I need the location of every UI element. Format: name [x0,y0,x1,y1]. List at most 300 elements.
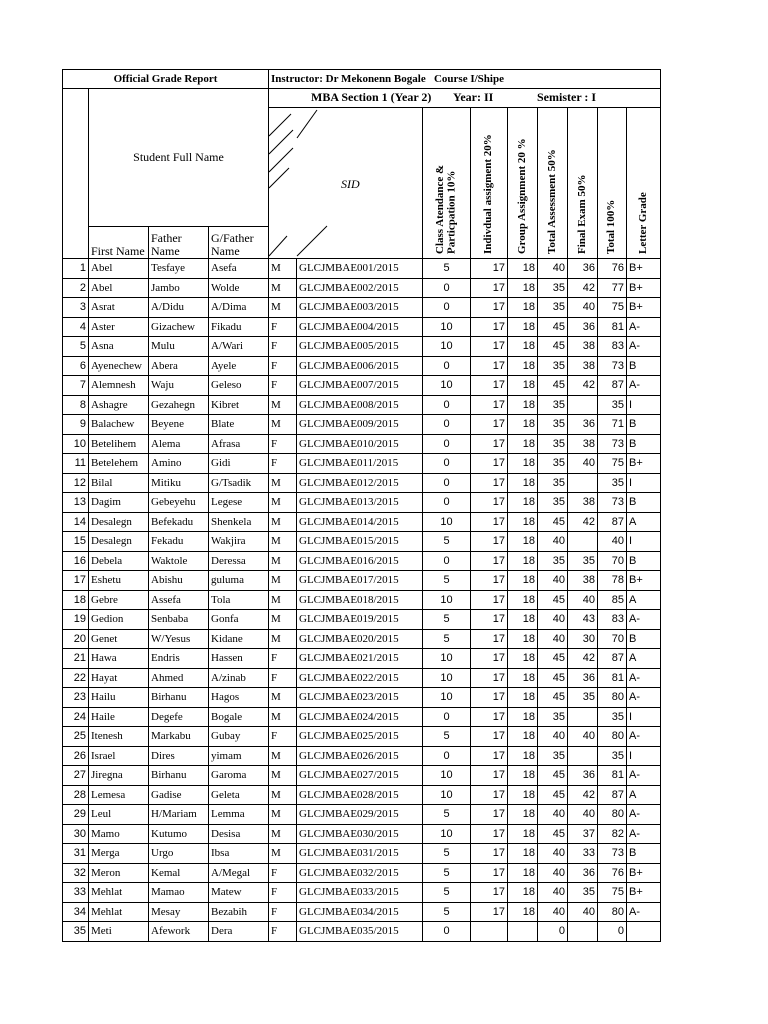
table-row [63,805,661,825]
total-assessment-cell: 45 [538,766,568,786]
total-cell: 82 [598,824,627,844]
total-cell: 81 [598,317,627,337]
first-name-cell: Abel [89,259,149,279]
gfather-name-cell: Deressa [209,551,269,571]
final-exam-header: Final Exam 50% [568,108,598,259]
gfather-name-cell: Shenkela [209,512,269,532]
total-cell: 87 [598,649,627,669]
attendance-cell: 10 [423,824,471,844]
father-name-cell: H/Mariam [149,805,209,825]
attendance-cell: 5 [423,883,471,903]
row-index: 19 [63,610,89,630]
row-index: 22 [63,668,89,688]
letter-grade-cell: A [627,512,661,532]
total-cell: 35 [598,746,627,766]
total-assessment-cell: 40 [538,727,568,747]
gfather-name-cell: G/Tsadik [209,473,269,493]
attendance-cell: 10 [423,376,471,396]
final-exam-cell: 40 [568,590,598,610]
student-id-cell: GLCJMBAE012/2015 [297,473,423,493]
attendance-cell: 5 [423,629,471,649]
group-cell: 18 [508,590,538,610]
final-exam-cell: 40 [568,298,598,318]
final-exam-cell: 40 [568,454,598,474]
letter-grade-cell: A [627,785,661,805]
letter-grade-cell: A- [627,902,661,922]
gfather-name-cell: Tola [209,590,269,610]
gfather-name-cell: yimam [209,746,269,766]
group-cell: 18 [508,863,538,883]
group-cell: 18 [508,649,538,669]
total-cell: 75 [598,298,627,318]
student-id-cell: GLCJMBAE008/2015 [297,395,423,415]
first-name-cell: Meti [89,922,149,942]
total-cell: 70 [598,551,627,571]
individual-cell: 17 [471,454,508,474]
student-id-cell: GLCJMBAE024/2015 [297,707,423,727]
sex-cell: M [269,473,297,493]
first-name-cell: Israel [89,746,149,766]
student-id-cell: GLCJMBAE017/2015 [297,571,423,591]
row-index: 26 [63,746,89,766]
father-name-cell: Gizachew [149,317,209,337]
table-row [63,766,661,786]
sex-cell: M [269,844,297,864]
first-name-cell: Abel [89,278,149,298]
letter-grade-cell: B [627,551,661,571]
total-cell: 80 [598,727,627,747]
total-cell: 75 [598,883,627,903]
gfather-name-cell: Lemma [209,805,269,825]
final-exam-cell [568,922,598,942]
row-index: 9 [63,415,89,435]
first-name-cell: Leul [89,805,149,825]
father-name-cell: A/Didu [149,298,209,318]
row-index: 24 [63,707,89,727]
table-row [63,278,661,298]
individual-cell: 17 [471,376,508,396]
group-cell: 18 [508,298,538,318]
father-name-cell: Mesay [149,902,209,922]
individual-cell: 17 [471,259,508,279]
final-exam-cell: 40 [568,727,598,747]
group-cell [508,922,538,942]
individual-cell: 17 [471,493,508,513]
letter-grade-cell: A- [627,317,661,337]
student-id-cell: GLCJMBAE003/2015 [297,298,423,318]
sex-cell: F [269,356,297,376]
gfather-name-cell: Desisa [209,824,269,844]
individual-cell: 17 [471,805,508,825]
gfather-name-cell: Hassen [209,649,269,669]
table-row [63,434,661,454]
student-id-cell: GLCJMBAE035/2015 [297,922,423,942]
attendance-cell: 0 [423,746,471,766]
father-name-cell: Tesfaye [149,259,209,279]
gfather-name-header: G/Father Name [209,226,269,258]
student-id-cell: GLCJMBAE023/2015 [297,688,423,708]
table-row [63,571,661,591]
individual-cell: 17 [471,824,508,844]
first-name-cell: Betelihem [89,434,149,454]
student-id-cell: GLCJMBAE005/2015 [297,337,423,357]
table-row [63,727,661,747]
table-row [63,317,661,337]
father-name-cell: Gadise [149,785,209,805]
individual-header: Indivdual assigment 20% [471,108,508,259]
father-name-cell: Markabu [149,727,209,747]
section-label: MBA Section 1 (Year 2) [311,90,432,105]
individual-cell: 17 [471,512,508,532]
total-cell: 83 [598,337,627,357]
first-name-cell: Bilal [89,473,149,493]
student-id-cell: GLCJMBAE011/2015 [297,454,423,474]
final-exam-cell: 35 [568,883,598,903]
row-index: 33 [63,883,89,903]
row-index: 20 [63,629,89,649]
attendance-cell: 0 [423,454,471,474]
individual-cell: 17 [471,883,508,903]
total-assessment-header: Total Assessment 50% [538,108,568,259]
sex-cell: M [269,746,297,766]
total-assessment-cell: 40 [538,571,568,591]
sex-cell: M [269,298,297,318]
total-cell: 76 [598,259,627,279]
letter-grade-cell: B [627,844,661,864]
letter-grade-cell: B+ [627,454,661,474]
final-exam-cell: 37 [568,824,598,844]
individual-cell: 17 [471,785,508,805]
table-row [63,395,661,415]
attendance-cell: 0 [423,298,471,318]
final-exam-cell [568,746,598,766]
first-name-cell: Betelehem [89,454,149,474]
letter-grade-cell: B+ [627,298,661,318]
total-cell: 81 [598,668,627,688]
letter-grade-cell: B [627,415,661,435]
row-index: 1 [63,259,89,279]
letter-grade-cell: I [627,473,661,493]
final-exam-cell: 36 [568,259,598,279]
first-name-cell: Hawa [89,649,149,669]
instructor-course-line [269,70,661,89]
final-exam-cell: 40 [568,902,598,922]
student-id-cell: GLCJMBAE013/2015 [297,493,423,513]
total-assessment-cell: 40 [538,863,568,883]
group-cell: 18 [508,512,538,532]
group-cell: 18 [508,278,538,298]
total-cell: 75 [598,454,627,474]
row-index: 3 [63,298,89,318]
attendance-cell: 5 [423,727,471,747]
gfather-name-cell: A/Dima [209,298,269,318]
letter-grade-cell: B+ [627,571,661,591]
student-id-cell: GLCJMBAE001/2015 [297,259,423,279]
letter-grade-cell: B+ [627,883,661,903]
gfather-name-cell: A/zinab [209,668,269,688]
table-row [63,668,661,688]
gfather-name-cell: Asefa [209,259,269,279]
group-cell: 18 [508,688,538,708]
total-assessment-cell: 45 [538,785,568,805]
individual-cell: 17 [471,844,508,864]
gfather-name-cell: Wolde [209,278,269,298]
father-name-cell: Waktole [149,551,209,571]
final-exam-cell: 43 [568,610,598,630]
row-index: 35 [63,922,89,942]
individual-cell: 17 [471,727,508,747]
row-index: 14 [63,512,89,532]
total-assessment-cell: 40 [538,259,568,279]
sex-cell: M [269,278,297,298]
individual-cell: 17 [471,337,508,357]
father-name-cell: W/Yesus [149,629,209,649]
group-cell: 18 [508,376,538,396]
group-cell: 18 [508,551,538,571]
gfather-name-cell: Ibsa [209,844,269,864]
sex-cell: M [269,590,297,610]
letter-grade-cell: A- [627,805,661,825]
sex-sid-diagonal-cell [269,108,423,259]
first-name-cell: Balachew [89,415,149,435]
sex-cell: M [269,551,297,571]
group-cell: 18 [508,727,538,747]
student-id-cell: GLCJMBAE026/2015 [297,746,423,766]
first-name-cell: Hailu [89,688,149,708]
table-row [63,454,661,474]
attendance-cell: 5 [423,844,471,864]
row-index: 30 [63,824,89,844]
first-name-cell: Meron [89,863,149,883]
total-cell: 70 [598,629,627,649]
total-cell: 78 [598,571,627,591]
report-title: Official Grade Report [63,70,269,89]
final-exam-cell [568,707,598,727]
sex-cell: F [269,922,297,942]
gfather-name-cell: Geleta [209,785,269,805]
gfather-name-cell: guluma [209,571,269,591]
gfather-name-cell: Afrasa [209,434,269,454]
final-exam-cell: 36 [568,766,598,786]
total-assessment-cell: 45 [538,512,568,532]
sex-cell: F [269,649,297,669]
final-exam-cell: 42 [568,785,598,805]
gfather-name-cell: Gidi [209,454,269,474]
student-id-cell: GLCJMBAE027/2015 [297,766,423,786]
table-row [63,883,661,903]
total-assessment-cell: 40 [538,532,568,552]
first-name-cell: Jiregna [89,766,149,786]
father-name-cell: Beyene [149,415,209,435]
attendance-cell: 0 [423,395,471,415]
total-cell: 87 [598,376,627,396]
row-index: 2 [63,278,89,298]
gfather-name-cell: Fikadu [209,317,269,337]
group-cell: 18 [508,844,538,864]
total-assessment-cell: 35 [538,356,568,376]
gfather-name-cell: Legese [209,493,269,513]
letter-grade-cell: A- [627,668,661,688]
total-assessment-cell: 45 [538,337,568,357]
sex-cell: M [269,532,297,552]
gfather-name-cell: Kidane [209,629,269,649]
father-name-cell: Assefa [149,590,209,610]
father-name-cell: Fekadu [149,532,209,552]
final-exam-cell: 38 [568,434,598,454]
student-id-cell: GLCJMBAE009/2015 [297,415,423,435]
student-id-cell: GLCJMBAE020/2015 [297,629,423,649]
section-line [269,89,661,108]
father-name-cell: Mulu [149,337,209,357]
first-name-header: First Name [89,226,149,258]
student-id-cell: GLCJMBAE025/2015 [297,727,423,747]
student-id-cell: GLCJMBAE004/2015 [297,317,423,337]
group-cell: 18 [508,415,538,435]
individual-cell: 17 [471,649,508,669]
table-row [63,746,661,766]
gfather-name-cell: A/Megal [209,863,269,883]
group-cell: 18 [508,434,538,454]
total-assessment-cell: 40 [538,610,568,630]
group-cell: 18 [508,259,538,279]
total-assessment-cell: 45 [538,668,568,688]
letter-grade-cell: B [627,356,661,376]
group-cell: 18 [508,883,538,903]
attendance-cell: 5 [423,571,471,591]
row-index: 18 [63,590,89,610]
letter-grade-header: Letter Grade [627,108,661,259]
group-cell: 18 [508,473,538,493]
first-name-cell: Asna [89,337,149,357]
father-name-cell: Birhanu [149,688,209,708]
attendance-cell: 10 [423,785,471,805]
individual-cell: 17 [471,317,508,337]
father-name-cell: Gebeyehu [149,493,209,513]
table-row [63,415,661,435]
table-row [63,629,661,649]
row-index: 32 [63,863,89,883]
sex-cell: F [269,454,297,474]
row-index: 4 [63,317,89,337]
attendance-cell: 5 [423,863,471,883]
father-name-cell: Senbaba [149,610,209,630]
attendance-cell: 10 [423,590,471,610]
letter-grade-cell: B [627,434,661,454]
father-name-cell: Amino [149,454,209,474]
group-cell: 18 [508,454,538,474]
total-assessment-cell: 35 [538,454,568,474]
table-row [63,707,661,727]
row-index: 34 [63,902,89,922]
student-id-cell: GLCJMBAE031/2015 [297,844,423,864]
total-assessment-cell: 45 [538,317,568,337]
total-assessment-cell: 40 [538,883,568,903]
father-name-cell: Befekadu [149,512,209,532]
gfather-name-cell: Ayele [209,356,269,376]
sid-header: SID [341,177,360,191]
individual-cell: 17 [471,668,508,688]
total-cell: 35 [598,395,627,415]
index-header-cell [63,89,89,259]
final-exam-cell: 35 [568,688,598,708]
total-cell: 71 [598,415,627,435]
attendance-cell: 10 [423,688,471,708]
student-id-cell: GLCJMBAE034/2015 [297,902,423,922]
individual-cell: 17 [471,629,508,649]
individual-cell: 17 [471,278,508,298]
total-cell: 80 [598,688,627,708]
attendance-cell: 10 [423,766,471,786]
attendance-cell: 0 [423,551,471,571]
father-name-cell: Birhanu [149,766,209,786]
group-cell: 18 [508,317,538,337]
attendance-cell: 0 [423,356,471,376]
table-row [63,688,661,708]
sex-cell: M [269,707,297,727]
total-assessment-cell: 35 [538,278,568,298]
gfather-name-cell: A/Wari [209,337,269,357]
student-id-cell: GLCJMBAE018/2015 [297,590,423,610]
attendance-cell: 10 [423,317,471,337]
sex-cell: F [269,883,297,903]
total-assessment-cell: 45 [538,376,568,396]
final-exam-cell: 42 [568,278,598,298]
sex-cell: M [269,610,297,630]
row-index: 27 [63,766,89,786]
grade-report-table [62,69,661,942]
total-cell: 81 [598,766,627,786]
letter-grade-cell: A- [627,610,661,630]
attendance-cell: 0 [423,707,471,727]
attendance-cell: 5 [423,805,471,825]
letter-grade-cell: B [627,629,661,649]
final-exam-cell: 38 [568,337,598,357]
father-name-cell: Mamao [149,883,209,903]
total-assessment-cell: 45 [538,824,568,844]
row-index: 8 [63,395,89,415]
gfather-name-cell: Dera [209,922,269,942]
group-cell: 18 [508,610,538,630]
total-cell: 0 [598,922,627,942]
student-id-cell: GLCJMBAE014/2015 [297,512,423,532]
father-name-cell: Waju [149,376,209,396]
letter-grade-cell [627,922,661,942]
individual-cell: 17 [471,766,508,786]
student-id-cell: GLCJMBAE002/2015 [297,278,423,298]
table-row [63,337,661,357]
student-id-cell: GLCJMBAE030/2015 [297,824,423,844]
group-cell: 18 [508,356,538,376]
first-name-cell: Hayat [89,668,149,688]
instructor-label: Instructor: Dr Mekonenn Bogale [271,72,426,85]
individual-cell: 17 [471,415,508,435]
table-row [63,863,661,883]
sex-cell: F [269,317,297,337]
attendance-cell: 5 [423,610,471,630]
final-exam-cell: 40 [568,805,598,825]
letter-grade-cell: B+ [627,278,661,298]
course-label: Course I/Shipe [433,72,504,85]
table-row [63,473,661,493]
final-exam-cell: 33 [568,844,598,864]
first-name-cell: Lemesa [89,785,149,805]
final-exam-cell: 38 [568,356,598,376]
first-name-cell: Itenesh [89,727,149,747]
individual-cell: 17 [471,532,508,552]
individual-cell: 17 [471,395,508,415]
table-row [63,824,661,844]
student-id-cell: GLCJMBAE007/2015 [297,376,423,396]
